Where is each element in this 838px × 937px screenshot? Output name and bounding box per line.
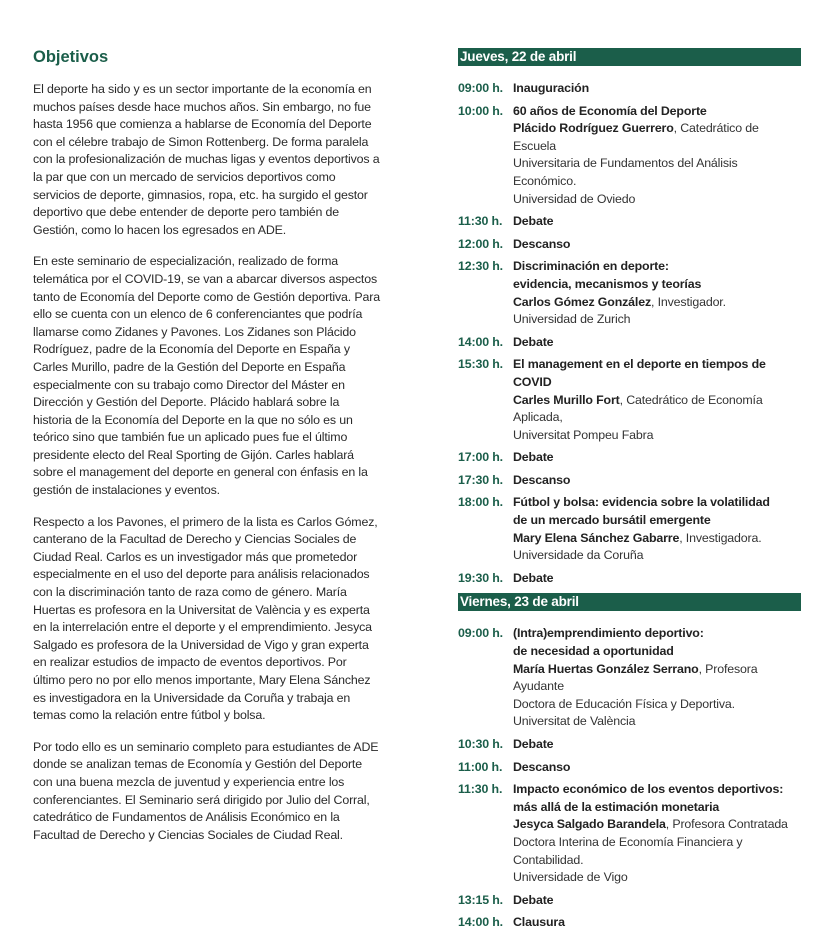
entry-body [513,736,801,754]
speaker-role: , Catedrático de Economía Aplicada, [513,392,763,425]
entry-title: Debate [513,450,554,465]
speaker-affiliation: Universidad de Oviedo [513,191,636,206]
entry-body [513,570,801,588]
day-friday [458,593,801,932]
objetivos-paragraph: Por todo ello es un seminario completo para estudiantes de ADE donde se analizan temas de Economía y Gestión del Deporte con una buena mezcla de juventud y experiencia entre los conferenciantes. El Seminario será dirigido por Julio del Corral, catedrático de Fundamentos de Análisis Económico en la Facultad de Derecho y Ciencias Sociales de Ciudad Real. [33,739,379,842]
objetivos-heading: Objetivos [33,48,109,66]
entry-body [513,258,801,328]
entry-time: 13:15 h. [458,892,503,907]
speaker-role: , Profesora Ayudante [513,661,758,694]
speaker-affiliation: Universitat Pompeu Fabra [513,427,654,442]
entry-time: 17:30 h. [458,472,503,487]
entry-time: 09:00 h. [458,626,503,641]
speaker-line [513,661,801,696]
schedule-entry [458,494,801,564]
schedule-list [458,625,801,932]
objetivos-section [33,47,381,858]
entry-title: de necesidad a oportunidad [513,644,674,659]
entry-title: Debate [513,892,554,907]
speaker-name: Mary Elena Sánchez Gabarre [513,530,680,545]
entry-time: 18:00 h. [458,495,503,510]
entry-time: 19:30 h. [458,570,503,585]
speaker-role: , Investigador. [651,294,726,309]
schedule-entry [458,759,801,777]
entry-time: 12:30 h. [458,259,503,274]
entry-time: 17:00 h. [458,450,503,465]
schedule-entry [458,472,801,490]
schedule-entry [458,213,801,231]
entry-body [513,759,801,777]
speaker-name: Plácido Rodríguez Guerrero [513,121,674,136]
schedule-entry [458,736,801,754]
entry-title: Descanso [513,472,571,487]
speaker-name: Carlos Gómez González [513,294,651,309]
entry-time: 10:30 h. [458,737,503,751]
entry-title: Descanso [513,236,571,251]
schedule-entry [458,914,801,932]
entry-title: 60 años de Economía del Deporte [513,103,707,118]
speaker-role: , Catedrático de Escuela [513,121,759,153]
speaker-line [513,120,801,155]
schedule-entry [458,892,801,910]
speaker-affiliation: Universidade da Coruña [513,548,644,563]
speaker-line [513,392,801,427]
speaker-affiliation: Universidade de Vigo [513,870,628,885]
day-header-friday: Viernes, 23 de abril [458,593,801,611]
schedule-entry [458,625,801,731]
entry-body [513,103,801,209]
schedule-entry [458,103,801,209]
entry-title: Debate [513,214,554,229]
schedule-entry [458,258,801,328]
entry-time: 09:00 h. [458,81,503,95]
speaker-affiliation: Doctora de Educación Física y Deportiva. [513,696,735,711]
entry-title: Fútbol y bolsa: evidencia sobre la volatilidad [513,495,770,510]
objetivos-paragraph: En este seminario de especialización, realizado de forma telemática por el COVID-19, se van a abarcar diversos aspectos tanto de Economía del Deporte como de Gestión deportiva. Para ello se cuenta con un elenco de 6 conferenciantes que podría llamarse como Zidanes y Pavones. Los Zidanes son Plácido Rodríguez, padre de la Economía del Deporte en España y Carles Murillo, padre de la Gestión del Deporte en España especialmente con su trabajo como Director del Máster en Dirección y Gestión del Deporte. Plácido hablará sobre la historia de la Economía del Deporte en la que no sólo es un teórico sino que también fue un aplicado pues fue el último presidente electo del Real Sporting de Gijón. Carles hablará sobre el management del deporte en general con énfasis en la gestión de instalaciones y eventos. [33,254,380,498]
objetivos-paragraph: Respecto a los Pavones, el primero de la lista es Carlos Gómez, canterano de la Facultad de Derecho y Ciencias Sociales de Ciudad Real. Carlos es un investigador más que prometedor especialmente en el uso del deporte para análisis relacionados con la discriminación tanto de raza como de género. María Huertas es profesora en la Universitat de València y es experta en la interrelación entre el deporte y el emprendimiento. Jesyca Salgado es profesora de la Universidad de Vigo y gran experta en realizar estudios de impacto de eventos deportivos. Por último pero no por ello menos importante, Mary Elena Sánchez es investigadora en la Universidade da Coruña y trabaja en temas como la relación entre fútbol y bolsa. [33,514,378,723]
speaker-role: , Investigadora. [679,530,762,545]
entry-body [513,892,801,910]
schedule-list [458,80,801,587]
speaker-line [513,530,801,548]
entry-body [513,334,801,352]
entry-time: 14:00 h. [458,915,503,930]
schedule-entry [458,781,801,887]
entry-time: 11:00 h. [458,759,503,774]
schedule-entry [458,334,801,352]
entry-title: Discriminación en deporte: [513,259,669,274]
entry-title: Inauguración [513,81,589,95]
objetivos-paragraph: El deporte ha sido y es un sector importante de la economía en muchos países desde hace muchos años. Sin embargo, no fue hasta 1956 que comienza a hablarse de Economía del Deporte con el célebre trabajo de Simon Rottenberg. De forma paralela con la profesionalización de muchas ligas y eventos deportivos a la par que con un mercado de servicios deportivos como servicios de deporte, gimnasios, ropa, etc. ha surgido el gestor deportivo que debe entender de deporte pero también de Gestión, como lo hacen los egresados en ADE. [33,82,380,237]
speaker-name: Jesyca Salgado Barandela [513,817,666,832]
speaker-affiliation: Universitat de València [513,714,636,729]
entry-body [513,494,801,564]
schedule-entry [458,236,801,254]
entry-body [513,213,801,231]
entry-title: Debate [513,570,554,585]
entry-body [513,472,801,490]
entry-title: Descanso [513,759,571,774]
programa-section [458,48,801,937]
speaker-name: María Huertas González Serrano [513,661,699,676]
speaker-role: , Profesora Contratada [665,817,788,832]
schedule-entry [458,449,801,467]
entry-title: Debate [513,334,554,349]
speaker-line [513,816,801,834]
entry-time: 15:30 h. [458,357,503,372]
entry-body [513,236,801,254]
entry-body [513,80,801,98]
entry-time: 11:30 h. [458,782,503,797]
entry-body [513,781,801,887]
day-header-thursday: Jueves, 22 de abril [458,48,801,66]
entry-time: 11:30 h. [458,214,503,229]
entry-title: más allá de la estimación monetaria [513,799,720,814]
entry-title: El management en el deporte en tiempos de COVID [513,357,766,389]
entry-time: 10:00 h. [458,103,503,118]
schedule-entry [458,356,801,444]
speaker-name: Carles Murillo Fort [513,392,620,407]
speaker-affiliation: Universidad de Zurich [513,312,631,327]
entry-title: evidencia, mecanismos y teorías [513,276,702,291]
entry-title: Impacto económico de los eventos deportivos: [513,782,784,797]
entry-body [513,356,801,444]
entry-time: 12:00 h. [458,236,503,251]
schedule-entry [458,80,801,98]
entry-body [513,625,801,731]
entry-time: 14:00 h. [458,334,503,349]
entry-body [513,914,801,932]
entry-title: Clausura [513,915,565,930]
day-thursday [458,48,801,587]
speaker-line [513,294,801,312]
entry-title: (Intra)emprendimiento deportivo: [513,626,704,641]
speaker-affiliation: Doctora Interina de Economía Financiera y Contabilidad. [513,834,743,867]
speaker-affiliation: Universitaria de Fundamentos del Análisis Económico. [513,156,738,188]
entry-body [513,449,801,467]
schedule-entry [458,570,801,588]
entry-title: Debate [513,737,554,751]
entry-title: de un mercado bursátil emergente [513,513,711,528]
